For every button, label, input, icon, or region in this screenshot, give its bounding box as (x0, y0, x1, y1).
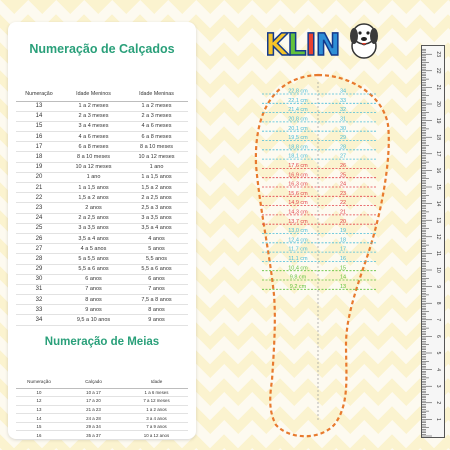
ruler-label: 2 (435, 401, 441, 405)
cell-boys-age: 2 a 3 meses (62, 111, 125, 121)
cell-size: 19 (16, 162, 62, 172)
measurement-size-label: 28 (339, 144, 347, 151)
cell-boys-age: 9 anos (62, 305, 125, 315)
cell-boys-age: 1 a 1,5 anos (62, 183, 125, 193)
cell-girls-age: 1,5 a 2 anos (125, 183, 188, 193)
cell-shoe-range: 21 a 23 (62, 405, 125, 414)
measurement-size-label: 26 (339, 163, 347, 169)
measurement-cm-label: 9,8 cm (289, 274, 307, 281)
measurement-cm-label: 21,4 cm (288, 107, 308, 114)
cell-size: 27 (16, 244, 62, 254)
header-idade: Idade (125, 376, 188, 388)
cell-boys-age: 1 ano (62, 172, 125, 182)
cell-size: 33 (16, 305, 62, 315)
measurement-size-label: 15 (339, 265, 347, 272)
measurement-cm-label: 16,9 cm (288, 172, 308, 179)
ruler-label: 8 (435, 301, 441, 305)
measurement-size-label: 25 (339, 172, 347, 179)
measurement-cm-label: 13,0 cm (288, 228, 308, 235)
cell-boys-age: 4 a 5 anos (62, 244, 125, 254)
cell-sock-size: 10 (16, 388, 62, 397)
cell-size: 32 (16, 295, 62, 305)
measurement-cm-label: 12,4 cm (288, 237, 308, 244)
cell-girls-age: 3 a 3,5 anos (125, 213, 188, 223)
cell-size: 29 (16, 264, 62, 274)
ruler-label: 16 (435, 167, 441, 174)
cell-size: 21 (16, 183, 62, 193)
cell-shoe-range: 24 a 28 (62, 414, 125, 423)
ruler-label: 14 (435, 200, 441, 207)
measurement-cm-label: 22,8 cm (288, 88, 308, 95)
measurement-size-label: 14 (339, 274, 347, 281)
measurement-size-label: 27 (339, 153, 347, 160)
cell-boys-age: 3 a 4 meses (62, 121, 125, 131)
measurement-size-label: 31 (339, 116, 347, 123)
cell-size: 17 (16, 142, 62, 152)
cell-size: 34 (16, 315, 62, 325)
cell-age: 7 a 12 meses (125, 397, 188, 406)
cell-girls-age: 3,5 a 4 anos (125, 223, 188, 233)
ruler-label: 17 (435, 151, 441, 157)
shoe-size-title: Numeração de Calçados (29, 42, 175, 56)
cell-girls-age: 2,5 a 3 anos (125, 203, 188, 213)
measurement-cm-label: 15,6 cm (288, 190, 308, 197)
cell-boys-age: 9,5 a 10 anos (62, 315, 125, 325)
cell-girls-age: 1 ano (125, 162, 188, 172)
cell-size: 14 (16, 111, 62, 121)
cell-girls-age: 8 a 10 meses (125, 142, 188, 152)
measurement-size-label: 20 (339, 218, 347, 225)
cell-boys-age: 5 a 5,5 anos (62, 254, 125, 264)
cell-boys-age: 6 anos (62, 274, 125, 284)
logo-letter: I (305, 28, 316, 63)
ruler-label: 7 (435, 318, 441, 322)
measurement-cm-label: 16,3 cm (288, 181, 308, 188)
cell-size: 18 (16, 152, 62, 162)
measurement-cm-label: 9,2 cm (289, 283, 307, 290)
header-calcado: Calçado (62, 376, 125, 388)
cell-girls-age: 7,5 a 8 anos (125, 295, 188, 305)
cell-sock-size: 16 (16, 431, 62, 440)
ruler-label: 6 (435, 335, 441, 338)
ruler-label: 4 (435, 368, 441, 371)
ruler-label: 10 (435, 267, 441, 273)
cell-girls-age: 4 anos (125, 233, 188, 243)
measurement-size-label: 13 (339, 283, 347, 290)
header-idade-meninos: Idade Meninos (62, 88, 125, 101)
cell-girls-age: 2 a 2,5 anos (125, 193, 188, 203)
cell-shoe-range: 29 a 34 (62, 422, 125, 431)
measurement-cm-label: 17,6 cm (288, 163, 308, 169)
cell-sock-size: 15 (16, 422, 62, 431)
cell-boys-age: 10 a 12 meses (62, 162, 125, 172)
cell-boys-age: 6 a 8 meses (62, 142, 125, 152)
cell-size: 23 (16, 203, 62, 213)
cell-boys-age: 8 a 10 meses (62, 152, 125, 162)
header-numeracao: Numeração (16, 376, 62, 388)
measurement-cm-label: 20,8 cm (288, 116, 308, 123)
ruler-label: 20 (435, 101, 441, 107)
measurement-size-label: 30 (339, 125, 347, 132)
cell-size: 30 (16, 274, 62, 284)
cell-size: 22 (16, 193, 62, 203)
measurement-size-label: 29 (339, 135, 347, 142)
measurement-size-label: 18 (339, 237, 347, 244)
measurement-size-label: 19 (339, 228, 347, 235)
measurement-cm-label: 22,1 cm (288, 97, 308, 104)
header-numeracao: Numeração (16, 88, 62, 101)
cell-boys-age: 7 anos (62, 284, 125, 294)
cell-boys-age: 4 a 6 meses (62, 132, 125, 142)
measuring-ruler (421, 45, 445, 438)
cell-girls-age: 7 anos (125, 284, 188, 294)
logo-letter: L (287, 28, 306, 63)
cell-size: 20 (16, 172, 62, 182)
cell-size: 15 (16, 121, 62, 131)
ruler-label: 3 (435, 384, 441, 388)
cell-sock-size: 14 (16, 414, 62, 423)
ruler-label: 21 (435, 84, 441, 91)
cell-sock-size: 13 (16, 405, 62, 414)
cell-sock-size: 12 (16, 397, 62, 406)
ruler-label: 22 (435, 68, 441, 74)
cell-girls-age: 5,5 anos (125, 254, 188, 264)
ruler-label: 5 (435, 351, 441, 355)
ruler-label: 19 (435, 117, 441, 124)
measurement-size-label: 17 (339, 246, 347, 253)
cell-girls-age: 6 anos (125, 274, 188, 284)
cell-size: 25 (16, 223, 62, 233)
cell-boys-age: 3,5 a 4 anos (62, 233, 125, 243)
logo-letter: K (265, 28, 288, 63)
ruler-label: 18 (435, 134, 441, 140)
measurement-cm-label: 18,1 cm (288, 153, 308, 160)
measurement-size-label: 34 (339, 88, 347, 95)
ruler-label: 23 (435, 51, 441, 57)
cell-boys-age: 5,5 a 6 anos (62, 264, 125, 274)
ruler-label: 15 (435, 184, 441, 190)
ruler-label: 12 (435, 234, 441, 240)
cell-boys-age: 3 a 3,5 anos (62, 223, 125, 233)
cell-size: 16 (16, 132, 62, 142)
cell-boys-age: 1,5 a 2 anos (62, 193, 125, 203)
cell-boys-age: 2 anos (62, 203, 125, 213)
cell-size: 31 (16, 284, 62, 294)
foot-outline (256, 75, 389, 436)
measurement-size-label: 32 (339, 107, 347, 114)
measurement-cm-label: 19,5 cm (288, 135, 308, 142)
measurement-size-label: 21 (339, 209, 347, 216)
cell-girls-age: 6 a 8 meses (125, 132, 188, 142)
cell-girls-age: 9 anos (125, 315, 188, 325)
cell-age: 1 a 2 anos (125, 405, 188, 414)
cell-size: 24 (16, 213, 62, 223)
header-idade-meninas: Idade Meninas (125, 88, 188, 101)
cell-girls-age: 2 a 3 meses (125, 111, 188, 121)
cell-girls-age: 10 a 12 meses (125, 152, 188, 162)
measurement-size-label: 24 (339, 181, 347, 188)
cell-boys-age: 8 anos (62, 295, 125, 305)
measurement-cm-label: 10,4 cm (288, 265, 308, 272)
cell-age: 7 a 9 anos (125, 422, 188, 431)
cell-size: 26 (16, 233, 62, 243)
logo-letter: N (315, 28, 340, 63)
cell-girls-age: 4 a 6 meses (125, 121, 188, 131)
measurement-cm-label: 13,7 cm (288, 218, 308, 225)
measurement-size-label: 23 (339, 190, 347, 197)
cell-girls-age: 1 a 2 meses (125, 101, 188, 111)
cell-boys-age: 1 a 2 meses (62, 101, 125, 111)
ruler-ticks (422, 46, 446, 439)
measurement-size-label: 22 (339, 200, 347, 207)
sock-size-title: Numeração de Meias (44, 336, 160, 348)
measurement-size-label: 33 (339, 97, 347, 104)
ruler-label: 11 (435, 250, 441, 257)
cell-shoe-range: 10 a 17 (62, 388, 125, 397)
ruler-label: 13 (435, 217, 441, 223)
ruler-label: 1 (435, 418, 441, 421)
cell-boys-age: 2 a 2,5 anos (62, 213, 125, 223)
measurement-cm-label: 11,1 cm (288, 256, 308, 262)
cell-shoe-range: 35 a 37 (62, 431, 125, 440)
measurement-cm-label: 11,7 cm (288, 246, 308, 253)
measurement-cm-label: 14,3 cm (288, 209, 308, 216)
cell-age: 10 a 12 anos (125, 431, 188, 440)
cell-age: 1 a 6 meses (125, 388, 188, 397)
cell-girls-age: 1 a 1,5 anos (125, 172, 188, 182)
cell-shoe-range: 17 a 20 (62, 397, 125, 406)
cell-size: 13 (16, 101, 62, 111)
ruler-label: 9 (435, 285, 441, 288)
cell-girls-age: 8 anos (125, 305, 188, 315)
cell-age: 3 a 4 anos (125, 414, 188, 423)
cell-size: 28 (16, 254, 62, 264)
measurement-cm-label: 14,9 cm (288, 200, 308, 207)
cell-girls-age: 5,5 a 6 anos (125, 264, 188, 274)
measurement-cm-label: 20,1 cm (288, 125, 308, 132)
measurement-size-label: 16 (339, 256, 347, 262)
measurement-cm-label: 18,8 cm (288, 144, 308, 151)
cell-girls-age: 5 anos (125, 244, 188, 254)
